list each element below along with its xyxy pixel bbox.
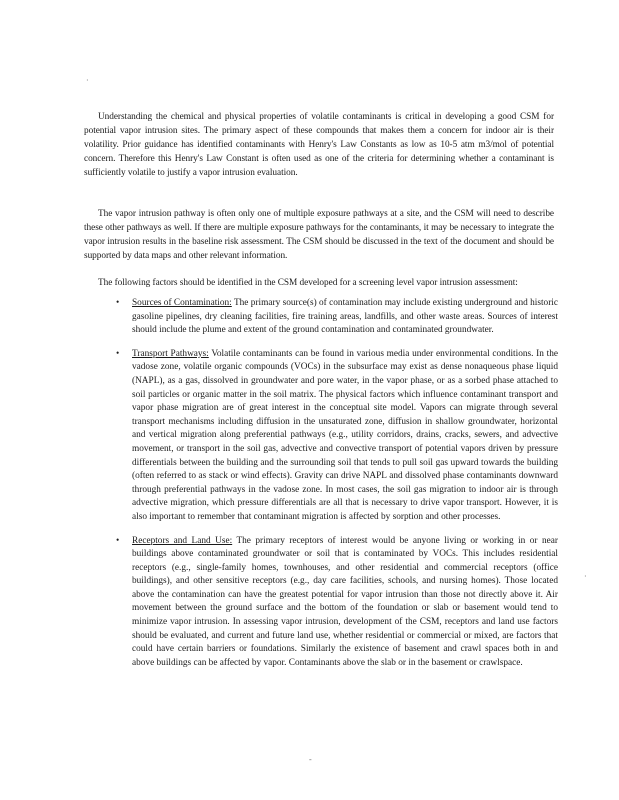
bullet-icon: •: [116, 535, 120, 546]
item-heading: Sources of Contamination:: [132, 298, 232, 308]
item-text: Volatile contaminants can be found in various media under environmental conditions. In the vadose zone, volatile organic compounds (VOCs) in the subsurface may exist as dense nonaqueous phase liquid (NAPL), as a gas, dissolved in groundwater and pore water, in the vapor phase, or as a sorbed phase attached to soil particles or organic matter in the soil matrix. The physical factors which influence contaminant transport and vapor phase migration are of great interest in the conceptual site model. Vapors can migrate through several transport mechanisms including diffusion in the unsaturated zone, diffusion in shallow groundwater, horizontal and vertical migration along preferential pathways (e.g., utility corridors, drains, cracks, sewers, and advective movement, or transport in the soil gas, advective and convective transport of potential vapors driven by pressure differentials between the building and the surrounding soil that tends to pull soil gas upward towards the building (often referred to as stack or wind effects). Gravity can drive NAPL and dissolved phase contaminants downward through preferential pathways in the vadose zone. In most cases, the soil gas migration to indoor air is through advective migration, which pressure differentials are all that is necessary to drive vapor transport. However, it is also important to remember that contaminant migration is affected by sorption and other processes.: [132, 348, 559, 522]
bullet-icon: •: [116, 348, 120, 359]
scan-speck: ·: [86, 76, 89, 85]
scan-speck: ·: [584, 572, 587, 581]
paragraph-volatility: Understanding the chemical and physical properties of volatile contaminants is critical in developing a good CSM for potential vapor intrusion sites. The primary aspect of these compounds that makes them a concern for indoor air is their volatility. Prior guidance has identified contaminants with Henry's Law Constants as low as 10-5 atm m3/mol of potential concern. Therefore this Henry's Law Constant is often used as one of the criteria for determining whether a contaminant is sufficiently volatile to justify a vapor intrusion evaluation.: [84, 112, 554, 178]
paragraph-exposure-pathways: The vapor intrusion pathway is often only one of multiple exposure pathways at a site, and the CSM will need to describe these other pathways as well. If there are multiple exposure pathways for the contaminants, it may be necessary to integrate the vapor intrusion results in the baseline risk assessment. The CSM should be discussed in the text of the document and should be supported by data maps and other relevant information.: [84, 209, 554, 262]
paragraph-factors-intro: The following factors should be identified in the CSM developed for a screening level vapor intrusion assessment:: [98, 278, 518, 289]
list-item-receptors: [84, 535, 558, 671]
item-heading: Receptors and Land Use:: [132, 535, 233, 546]
list-item-sources: [84, 297, 558, 338]
bullet-icon: •: [116, 298, 120, 308]
item-text: The primary source(s) of contamination may include existing underground and historic gasoline pipelines, dry cleaning facilities, fire training areas, landfills, and other waste areas. Sources of interest should include the plume and extent of the ground contamination and contaminated groundwater.: [132, 298, 558, 336]
item-text: The primary receptors of interest would be anyone living or working in or near buildings above contaminated groundwater or soil that is contaminated by VOCs. This includes residential receptors (e.g., single-family homes, townhouses, and other residential and commercial receptors (office buildings), and other sensitive receptors (e.g., day care facilities, schools, and nursing homes). Those located above the contamination can have the greatest potential for vapor intrusion than those not directly above it. Air movement between the ground surface and the bottom of the foundation or slab or basement would tend to minimize vapor intrusion. In assessing vapor intrusion, development of the CSM, receptors and land use factors should be evaluated, and current and future land use, whether residential or commercial or mixed, are factors that could have certain barriers or foundations. Similarly the existence of basement and crawl spaces both in and above buildings can be affected by vapor. Contaminants above the slab or in the basement or crawlspace.: [132, 535, 558, 668]
item-heading: Transport Pathways:: [132, 348, 209, 359]
page-footer-mark: -: [309, 755, 312, 764]
list-item-transport: [84, 348, 558, 525]
factor-list: [84, 297, 558, 680]
